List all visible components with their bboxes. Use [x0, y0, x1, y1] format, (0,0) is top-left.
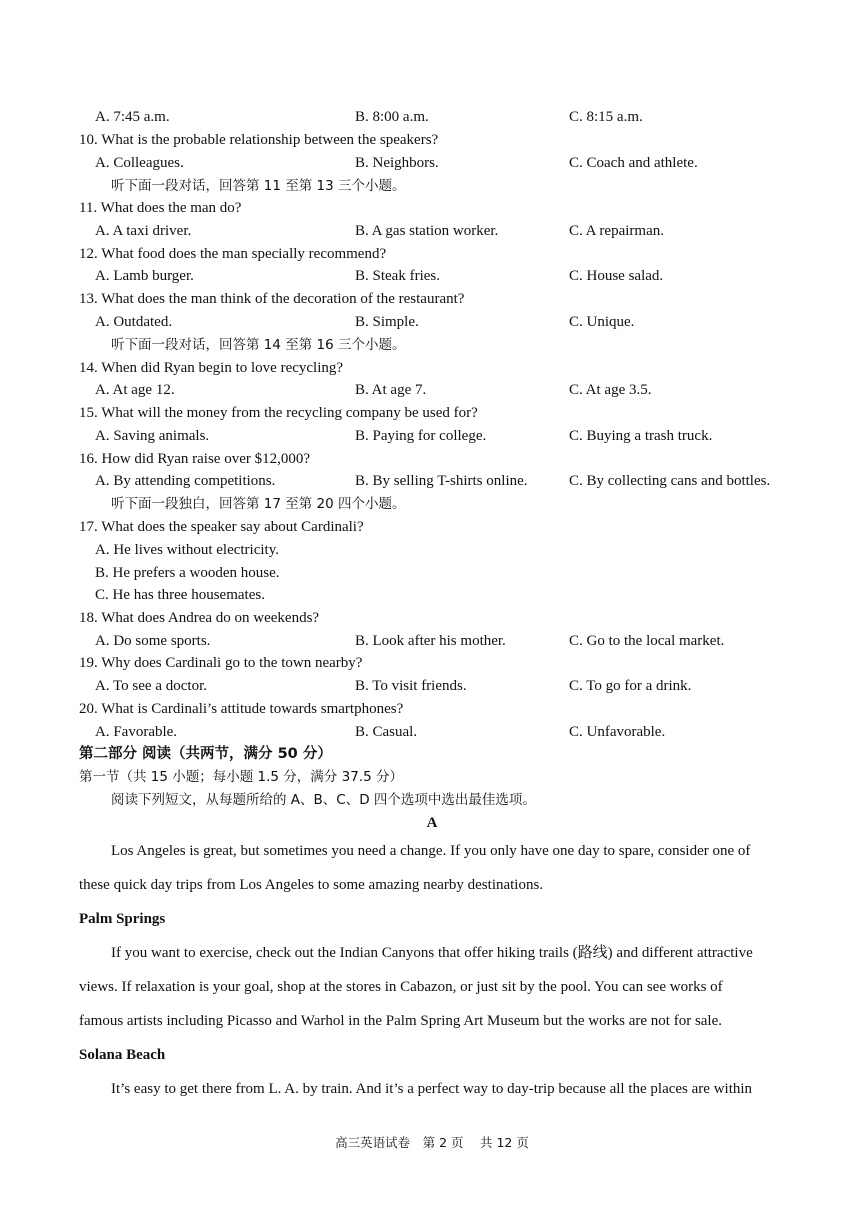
- q19-option-b: B. To visit friends.: [355, 678, 467, 694]
- q13-option-c: C. Unique.: [569, 314, 635, 330]
- q12-stem: 12. What food does the man specially recommend?: [79, 246, 387, 262]
- q15-option-c: C. Buying a trash truck.: [569, 428, 713, 444]
- q9-option-b: B. 8:00 a.m.: [355, 109, 429, 125]
- q18-option-a: A. Do some sports.: [95, 633, 211, 649]
- passage-label: A: [426, 815, 438, 831]
- reading-instruction: 阅读下列短文，从每题所给的 A、B、C、D 四个选项中选出最佳选项。: [111, 792, 536, 808]
- heading-solana-beach: Solana Beach: [79, 1047, 166, 1063]
- q11-option-c: C. A repairman.: [569, 223, 664, 239]
- q15-option-b: B. Paying for college.: [355, 428, 487, 444]
- q16-option-a: A. By attending competitions.: [95, 473, 276, 489]
- q20-option-a: A. Favorable.: [95, 724, 178, 740]
- q15-option-a: A. Saving animals.: [95, 428, 210, 444]
- passage-paragraph-3-line-1: It’s easy to get there from L. A. by train. And it’s a perfect way to day-trip because all the places are within: [111, 1081, 753, 1097]
- q17-stem: 17. What does the speaker say about Cardinali?: [79, 519, 364, 535]
- q14-option-c: C. At age 3.5.: [569, 382, 652, 398]
- passage-paragraph-2-line-2: views. If relaxation is your goal, shop at the stores in Cabazon, or just sit by the pool. You can see works of: [79, 979, 723, 995]
- passage-paragraph-1-line-2: these quick day trips from Los Angeles to some amazing nearby destinations.: [79, 877, 544, 893]
- q19-option-a: A. To see a doctor.: [95, 678, 207, 694]
- q13-stem: 13. What does the man think of the decoration of the restaurant?: [79, 291, 465, 307]
- q10-option-a: A. Colleagues.: [95, 155, 184, 171]
- instruction-11-13: 听下面一段对话，回答第 11 至第 13 三个小题。: [111, 178, 406, 194]
- q16-option-c: C. By collecting cans and bottles.: [569, 473, 771, 489]
- instruction-14-16: 听下面一段对话，回答第 14 至第 16 三个小题。: [111, 337, 406, 353]
- passage-paragraph-2-line-3: famous artists including Picasso and Warhol in the Palm Spring Art Museum but the works are not for sale.: [79, 1013, 723, 1029]
- instruction-17-20: 听下面一段独白，回答第 17 至第 20 四个小题。: [111, 496, 406, 512]
- q13-option-b: B. Simple.: [355, 314, 419, 330]
- q15-stem: 15. What will the money from the recycling company be used for?: [79, 405, 478, 421]
- q16-stem: 16. How did Ryan raise over $12,000?: [79, 451, 311, 467]
- q13-option-a: A. Outdated.: [95, 314, 173, 330]
- q17-option-c: C. He has three housemates.: [95, 587, 265, 603]
- q19-stem: 19. Why does Cardinali go to the town nearby?: [79, 655, 363, 671]
- q18-option-c: C. Go to the local market.: [569, 633, 725, 649]
- heading-palm-springs: Palm Springs: [79, 911, 166, 927]
- q10-option-b: B. Neighbors.: [355, 155, 439, 171]
- q19-option-c: C. To go for a drink.: [569, 678, 692, 694]
- q12-option-c: C. House salad.: [569, 268, 664, 284]
- q14-option-a: A. At age 12.: [95, 382, 175, 398]
- passage-paragraph-1-line-1: Los Angeles is great, but sometimes you need a change. If you only have one day to spare, consider one of: [111, 843, 751, 859]
- q20-stem: 20. What is Cardinali’s attitude towards smartphones?: [79, 701, 404, 717]
- page-footer: 高三英语试卷 第 2 页 共 12 页: [335, 1135, 529, 1150]
- q16-option-b: B. By selling T-shirts online.: [355, 473, 528, 489]
- part-two-title: 第二部分 阅读（共两节，满分 50 分）: [79, 746, 332, 762]
- q11-option-b: B. A gas station worker.: [355, 223, 499, 239]
- q12-option-b: B. Steak fries.: [355, 268, 440, 284]
- q9-option-c: C. 8:15 a.m.: [569, 109, 643, 125]
- passage-paragraph-2-line-1: If you want to exercise, check out the Indian Canyons that offer hiking trails (路线) and different attractive: [111, 945, 753, 961]
- q20-option-c: C. Unfavorable.: [569, 724, 666, 740]
- q14-stem: 14. When did Ryan begin to love recycling?: [79, 360, 344, 376]
- q10-option-c: C. Coach and athlete.: [569, 155, 698, 171]
- q18-stem: 18. What does Andrea do on weekends?: [79, 610, 320, 626]
- q14-option-b: B. At age 7.: [355, 382, 427, 398]
- q20-option-b: B. Casual.: [355, 724, 418, 740]
- q11-option-a: A. A taxi driver.: [95, 223, 192, 239]
- q17-option-b: B. He prefers a wooden house.: [95, 565, 280, 581]
- q17-option-a: A. He lives without electricity.: [95, 542, 279, 558]
- q18-option-b: B. Look after his mother.: [355, 633, 506, 649]
- q11-stem: 11. What does the man do?: [79, 200, 242, 216]
- q10-stem: 10. What is the probable relationship between the speakers?: [79, 132, 439, 148]
- section-one-title: 第一节（共 15 小题；每小题 1.5 分，满分 37.5 分）: [79, 769, 403, 785]
- q9-option-a: A. 7:45 a.m.: [95, 109, 170, 125]
- q12-option-a: A. Lamb burger.: [95, 268, 194, 284]
